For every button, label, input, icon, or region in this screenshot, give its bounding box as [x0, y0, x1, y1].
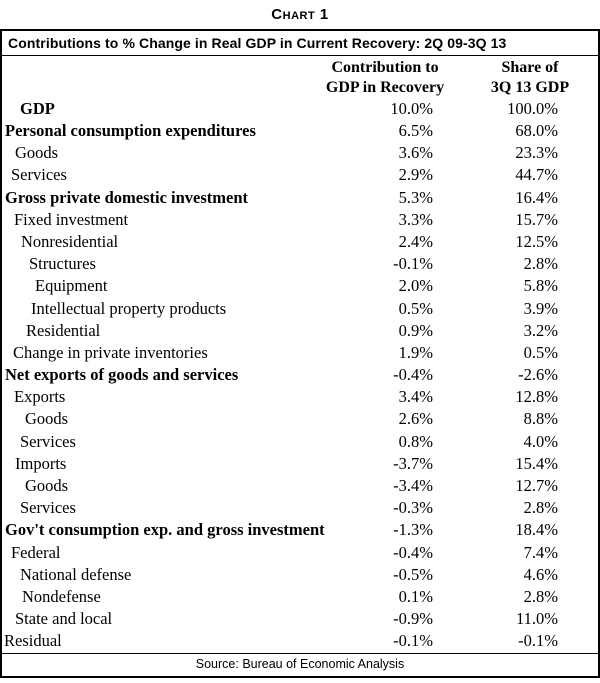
- row-label: Services: [20, 498, 76, 518]
- row-share-value: -2.6%: [518, 365, 558, 385]
- row-share-value: 44.7%: [515, 165, 558, 185]
- row-contribution-value: 3.4%: [398, 387, 433, 407]
- table-row: [2, 98, 598, 120]
- row-share-value: 5.8%: [523, 276, 558, 296]
- row-share-value: 7.4%: [523, 542, 558, 562]
- row-share-value: 2.8%: [523, 254, 558, 274]
- row-contribution-value: 0.5%: [398, 298, 433, 318]
- row-share-value: 15.4%: [515, 453, 558, 473]
- chart-label-text: Chart 1: [271, 6, 329, 23]
- col-header-share-line2: 3Q 13 GDP: [490, 79, 570, 96]
- row-contribution-value: -0.3%: [393, 498, 433, 518]
- row-share-value: 11.0%: [515, 609, 558, 629]
- row-contribution-value: 10.0%: [390, 98, 433, 118]
- row-contribution-value: -0.4%: [393, 542, 433, 562]
- source-note: Source: Bureau of Economic Analysis: [2, 653, 598, 674]
- row-contribution-value: 0.8%: [398, 431, 433, 451]
- row-label: Gross private domestic investment: [5, 187, 249, 207]
- row-label: GDP: [20, 98, 55, 118]
- row-share-value: 23.3%: [515, 143, 558, 163]
- row-share-value: 15.7%: [515, 209, 558, 229]
- row-label: Change in private inventories: [13, 342, 208, 362]
- row-label: Nonresidential: [21, 231, 119, 251]
- table-body: [2, 98, 598, 653]
- row-contribution-value: -0.5%: [393, 564, 433, 584]
- row-share-value: 16.4%: [515, 187, 558, 207]
- table-row: [2, 497, 598, 519]
- table-row: [2, 608, 598, 630]
- row-label: Exports: [14, 387, 66, 407]
- row-contribution-value: 2.0%: [398, 276, 433, 296]
- row-label: Structures: [29, 254, 96, 274]
- chart-label: [0, 0, 600, 29]
- row-share-value: 4.6%: [523, 564, 558, 584]
- table-row: [2, 631, 598, 653]
- row-label: Equipment: [35, 276, 108, 296]
- row-contribution-value: 1.9%: [398, 342, 433, 362]
- row-label: National defense: [20, 564, 132, 584]
- row-share-value: 68.0%: [515, 121, 558, 141]
- col-header-contribution-line1: Contribution to: [331, 59, 439, 76]
- row-contribution-value: -1.3%: [393, 520, 433, 540]
- row-label: Federal: [11, 542, 61, 562]
- column-headers: [2, 56, 598, 98]
- row-contribution-value: -0.1%: [393, 254, 433, 274]
- table-row: [2, 187, 598, 209]
- row-contribution-value: -3.7%: [393, 453, 433, 473]
- row-label: Services: [20, 431, 76, 451]
- table-row: [2, 564, 598, 586]
- row-contribution-value: 6.5%: [398, 121, 433, 141]
- row-contribution-value: 0.9%: [398, 320, 433, 340]
- table-row: [2, 320, 598, 342]
- row-contribution-value: 3.3%: [398, 209, 433, 229]
- row-contribution-value: -3.4%: [393, 476, 433, 496]
- row-share-value: 8.8%: [523, 409, 558, 429]
- row-label: Residential: [26, 320, 101, 340]
- row-contribution-value: -0.1%: [393, 631, 433, 651]
- row-share-value: 2.8%: [523, 498, 558, 518]
- row-label: Goods: [25, 409, 69, 429]
- row-share-value: 3.2%: [523, 320, 558, 340]
- row-label: Fixed investment: [14, 209, 129, 229]
- row-label: Goods: [25, 476, 69, 496]
- table-row: [2, 586, 598, 608]
- row-label: Net exports of goods and services: [5, 365, 239, 385]
- table-row: [2, 431, 598, 453]
- row-contribution-value: 2.9%: [398, 165, 433, 185]
- row-contribution-value: -0.4%: [393, 365, 433, 385]
- table-row: [2, 542, 598, 564]
- row-share-value: 18.4%: [515, 520, 558, 540]
- row-label: Residual: [4, 631, 62, 651]
- row-share-value: 2.8%: [523, 586, 558, 606]
- table-title: Contributions to % Change in Real GDP in Current Recovery: 2Q 09-3Q 13: [2, 31, 598, 56]
- row-share-value: 12.7%: [515, 476, 558, 496]
- table-row: [2, 342, 598, 364]
- row-share-value: 0.5%: [523, 342, 558, 362]
- row-contribution-value: 5.3%: [398, 187, 433, 207]
- gdp-contributions-table: [0, 29, 600, 678]
- table-row: [2, 120, 598, 142]
- table-row: [2, 520, 598, 542]
- row-label: Personal consumption expenditures: [5, 121, 256, 141]
- row-share-value: 100.0%: [507, 98, 558, 118]
- row-share-value: 12.5%: [515, 231, 558, 251]
- row-label: Goods: [15, 143, 59, 163]
- row-contribution-value: 3.6%: [398, 143, 433, 163]
- col-header-share-line1: Share of: [501, 59, 559, 76]
- table-row: [2, 453, 598, 475]
- row-contribution-value: 0.1%: [398, 586, 433, 606]
- table-row: [2, 475, 598, 497]
- row-label: Imports: [15, 453, 67, 473]
- table-row: [2, 276, 598, 298]
- col-header-share: [470, 58, 590, 98]
- row-share-value: 3.9%: [523, 298, 558, 318]
- table-row: [2, 231, 598, 253]
- table-row: [2, 298, 598, 320]
- row-share-value: 12.8%: [515, 387, 558, 407]
- col-header-contribution-line2: GDP in Recovery: [325, 79, 445, 96]
- table-row: [2, 142, 598, 164]
- table-row: [2, 165, 598, 187]
- table-row: [2, 209, 598, 231]
- table-row: [2, 409, 598, 431]
- col-header-contribution: [300, 58, 470, 98]
- row-label: Gov't consumption exp. and gross investment: [5, 520, 325, 540]
- table-row: [2, 386, 598, 408]
- row-label: Intellectual property products: [31, 298, 227, 318]
- table-row: [2, 364, 598, 386]
- row-label: Services: [11, 165, 67, 185]
- row-label: State and local: [15, 609, 113, 629]
- row-contribution-value: -0.9%: [393, 609, 433, 629]
- table-row: [2, 253, 598, 275]
- row-share-value: 4.0%: [523, 431, 558, 451]
- row-label: Nondefense: [22, 586, 101, 606]
- row-contribution-value: 2.4%: [398, 231, 433, 251]
- row-share-value: -0.1%: [518, 631, 558, 651]
- row-contribution-value: 2.6%: [398, 409, 433, 429]
